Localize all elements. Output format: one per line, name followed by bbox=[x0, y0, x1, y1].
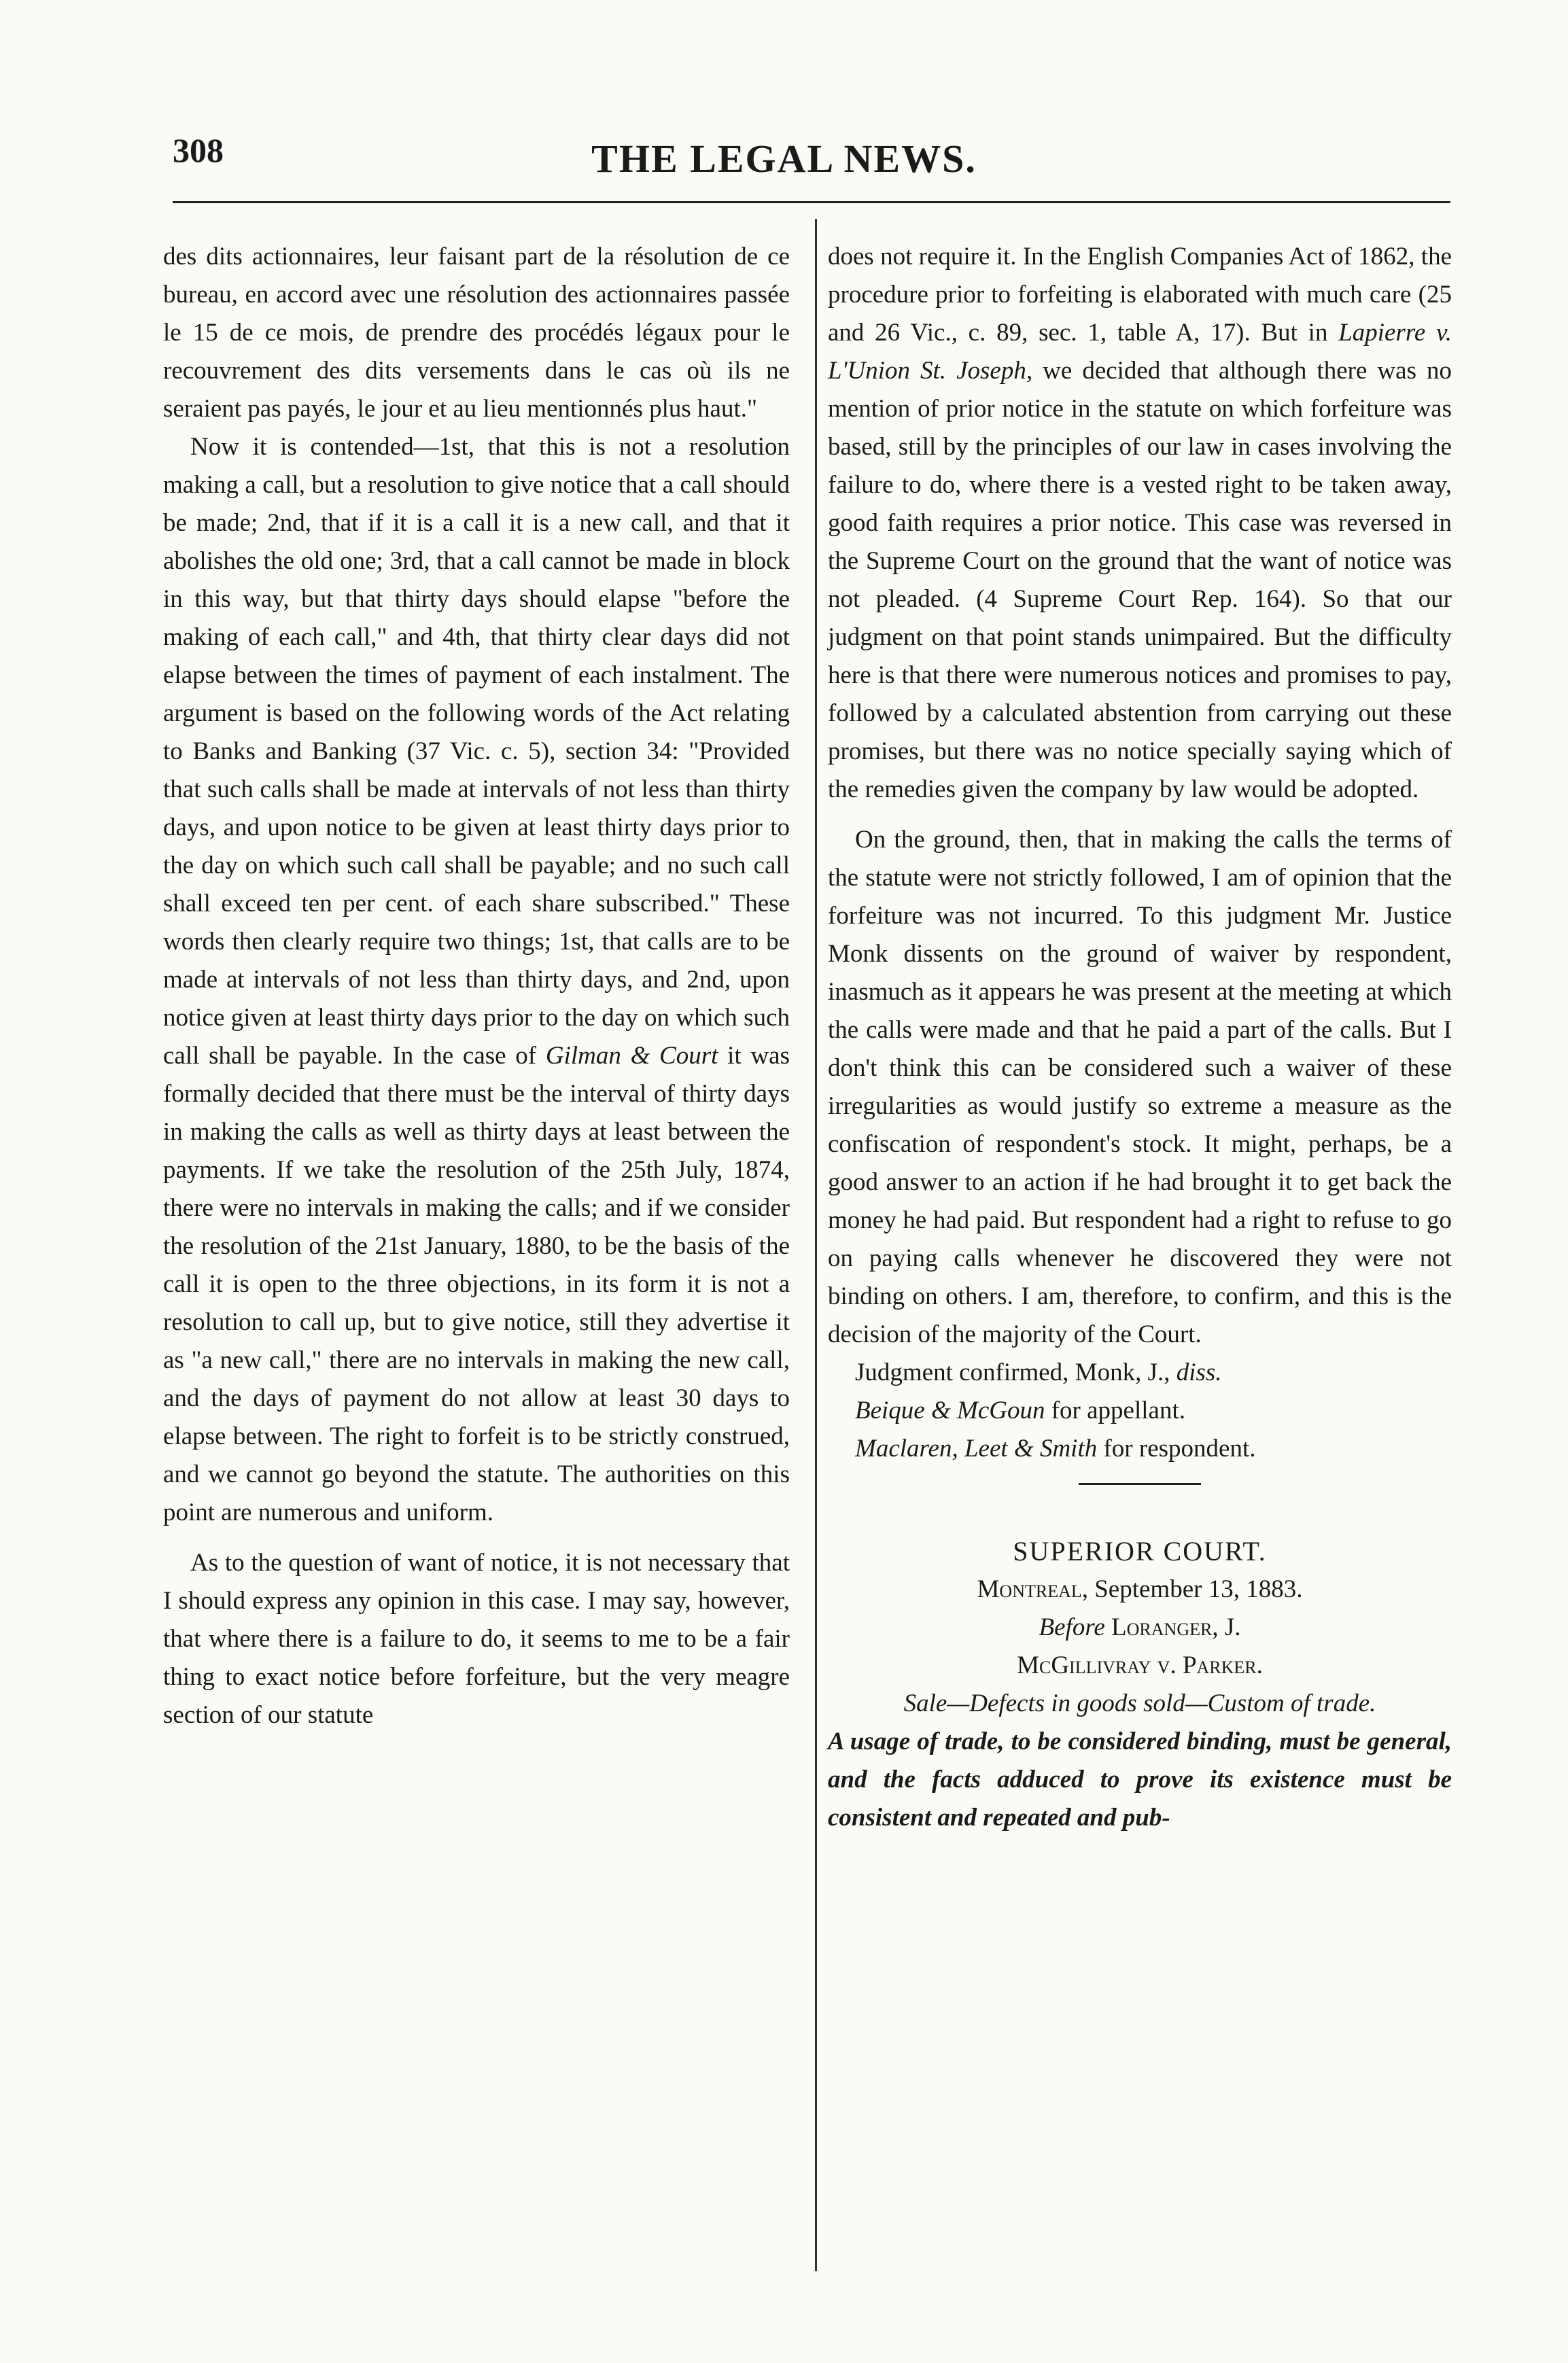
headnote: A usage of trade, to be considered binding, must be general, and the facts adduced to prove its existence must be consistent and repeated and pub- bbox=[828, 1728, 1452, 1832]
respondent-counsel bbox=[828, 1430, 1452, 1468]
judge-name: Loranger, J. bbox=[1104, 1613, 1241, 1641]
page-number: 308 bbox=[173, 131, 224, 169]
running-title: THE LEGAL NEWS. bbox=[591, 137, 977, 181]
case-citation: Lapierre v. L'Union St. Joseph, bbox=[828, 319, 1452, 385]
paragraph-contentions bbox=[163, 428, 790, 1532]
paragraph-conclusion: On the ground, then, that in making the calls the terms of the statute were not strictly followed, I am of opinion that the forfeiture was not incurred. To this judgment Mr. Justice Monk dissents on the ground of waiver by respondent, inasmuch as it appears he was present at the meeting at which the calls were made and that he paid a part of the calls. But I don't think this can be considered such a waiver of these irregularities as would justify so extreme a measure as the confiscation of respondent's stock. It might, perhaps, be a good answer to an action if he had brought it to get back the money he had paid. But respondent had a right to refuse to go on paying calls whenever he discovered they were not binding on others. I am, therefore, to confirm, and this is the decision of the majority of the Court. bbox=[828, 826, 1452, 1348]
before-label: Before bbox=[1039, 1613, 1105, 1641]
judgment-line bbox=[828, 1354, 1452, 1392]
dateline-place: Montreal, bbox=[977, 1575, 1088, 1603]
header-rule bbox=[173, 201, 1450, 203]
case-subject: Sale—Defects in goods sold—Custom of trade. bbox=[903, 1690, 1376, 1717]
paragraph-notice: As to the question of want of notice, it is not necessary that I should express any opinion in this case. I may say, however, that where there is a failure to do, it seems to me to be a fair thing to exact notice before forfeiture, but the very meagre section of our statute bbox=[163, 1549, 790, 1729]
right-column bbox=[828, 238, 1452, 1837]
paragraph-text: Now it is contended—1st, that this is not a resolution making a call, but a resolution to give notice that a call should be made; 2nd, that if it is a call it is a new call, and that it abolishes the old one; 3rd, that a call cannot be made in block in this way, but that thirty days should elapse "before the making of each call," and 4th, that thirty clear days did not elapse between the times of payment of each instalment. The argument is based on the following words of the Act relating to Banks and Banking (37 Vic. c. 5), section 34: "Provided that such calls shall be made at intervals of not less than thirty days, and upon notice to be given at least thirty days prior to the day on which such call shall be payable; and no such call shall exceed ten per cent. of each share subscribed." These words then clearly require two things; 1st, that calls are to be made at intervals of not less than thirty days, and 2nd, upon notice given at least thirty days prior to the day on which such call shall be payable. In the case of bbox=[163, 433, 790, 1070]
judgment-signoff bbox=[828, 1354, 1452, 1468]
page-header bbox=[0, 0, 1568, 204]
before-judge bbox=[828, 1609, 1452, 1647]
judgment-text: Judgment confirmed, Monk, J., bbox=[855, 1359, 1177, 1386]
left-column bbox=[163, 238, 790, 1734]
appellant-firm: Beique & McGoun bbox=[855, 1397, 1045, 1424]
case-title: McGillivray v. Parker. bbox=[1017, 1651, 1263, 1679]
respondent-firm: Maclaren, Leet & Smith bbox=[855, 1435, 1098, 1463]
paragraph-text: we decided that although there was no mention of prior notice in the statute on which forfeiture was based, still by the principles of our law in cases involving the failure to do, where there is a vested right to be taken away, good faith requires a prior notice. This case was reversed in the Supreme Court on the ground that the want of notice was not pleaded. (4 Supreme Court Rep. 164). So that our judgment on that point stands unimpaired. But the difficulty here is that there were numerous notices and promises to pay, followed by a calculated abstention from carrying out these promises, but there was no notice specially saying which of the remedies given the company by law would be adopted. bbox=[828, 357, 1452, 803]
paragraph-text: it was formally decided that there must be the interval of thirty days in making the calls as well as thirty days at least between the payments. If we take the resolution of the 25th July, 1874, there were no intervals in making the calls; and if we consider the resolution of the 21st January, 1880, to be the basis of the call it is open to the three objections, in its form it is not a resolution to call up, but to give notice, still they advertise it as "a new call," there are no intervals in making the new call, and the days of payment do not allow at least 30 days to elapse between. The right to forfeit is to be strictly construed, and we cannot go beyond the statute. The authorities on this point are numerous and uniform. bbox=[163, 1042, 790, 1526]
dissent-mark: diss. bbox=[1176, 1359, 1222, 1386]
appellant-suffix: for appellant. bbox=[1045, 1397, 1185, 1424]
paragraph-continuation: des dits actionnaires, leur faisant part de la résolution de ce bureau, en accord avec une résolution des actionnaires passée le 15 de ce mois, de prendre des procédés légaux pour le recouvrement des dits versements dans le cas où ils ne seraient pas payés, le jour et au lieu mentionnés plus haut." bbox=[163, 243, 790, 423]
appellant-counsel bbox=[828, 1392, 1452, 1430]
dateline-date: September 13, 1883. bbox=[1087, 1575, 1303, 1603]
dateline bbox=[828, 1571, 1452, 1609]
section-rule bbox=[1079, 1483, 1201, 1485]
column-divider bbox=[815, 219, 817, 2271]
court-heading: SUPERIOR COURT. bbox=[1013, 1536, 1267, 1566]
case-citation: Gilman & Court bbox=[545, 1042, 718, 1070]
paragraph-text: does not require it. In the English Companies Act of 1862, the procedure prior to forfeiting is elaborated with much care (25 and 26 Vic., c. 89, sec. 1, table A, 17). But in bbox=[828, 243, 1452, 347]
respondent-suffix: for respondent. bbox=[1097, 1435, 1256, 1463]
paragraph-continuation bbox=[828, 238, 1452, 809]
